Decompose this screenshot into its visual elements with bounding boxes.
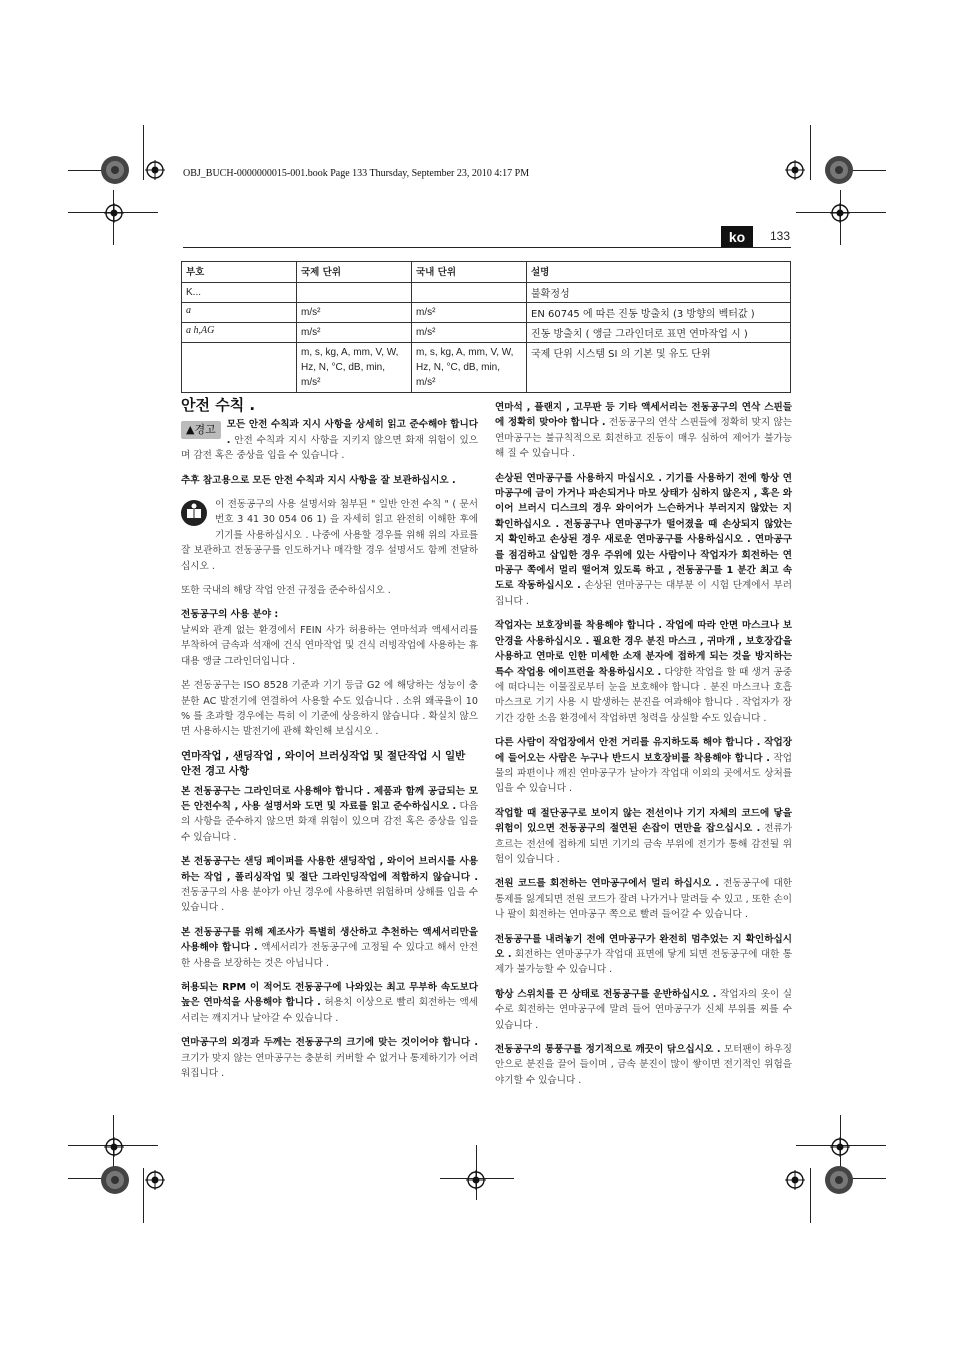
paragraph-text: 작업자의 옷이 실수로 회전하는 연마공구에 말려 들어 연마공구가 신체 부위를 찌를 수 있습니다 . xyxy=(495,988,792,1031)
paragraph-text: 다음의 사항을 준수하지 않으면 화재 위험이 있으며 감전 혹은 중상을 입을 수 있습니다 . xyxy=(181,800,478,843)
table-cell: 국제 단위 시스템 SI 의 기본 및 유도 단위 xyxy=(527,343,791,393)
paragraph-text: 전동공구에 대한 통제를 잃게되면 전원 코드가 잘려 나가거나 말려들 수 있고 , 또한 손이나 팔이 회전하는 연마공구 쪽으로 빨려 들어갈 수 있습니다 . xyxy=(495,878,792,921)
table-cell: 불확정성 xyxy=(527,283,791,303)
crop-mark xyxy=(810,1168,811,1223)
color-bar-starburst-icon xyxy=(100,1165,130,1195)
paragraph-text: 크기가 맞지 않는 연마공구는 충분히 커버할 수 없거나 통제하기가 어려워집니다 . xyxy=(181,1052,478,1080)
table-cell xyxy=(412,283,527,303)
table-cell: m/s² xyxy=(412,323,527,343)
color-bar-starburst-icon xyxy=(824,1165,854,1195)
paragraph xyxy=(495,876,792,922)
paragraph xyxy=(181,417,478,463)
language-badge: ko xyxy=(721,226,753,248)
paragraph-bold: 본 전동공구는 그라인더로 사용해야 합니다 . 제품과 함께 공급되는 모든 안전수칙 , 사용 설명서와 도면 및 자료를 읽고 준수하십시오 . xyxy=(181,785,478,812)
registration-mark-icon xyxy=(145,1170,165,1190)
paragraph-text: 안전 수칙과 지시 사항을 지키지 않으면 화재 위험이 있으며 감전 혹은 중상을 입을 수 있습니다 . xyxy=(181,434,478,462)
paragraph xyxy=(181,854,478,916)
crop-mark xyxy=(810,125,811,180)
registration-mark-icon xyxy=(104,203,124,223)
paragraph-text: 모터팬이 하우징 안으로 분진을 끌어 들이며 , 금속 분진이 많이 쌓이면 전기적인 위험을 야기할 수 있습니다 . xyxy=(495,1044,792,1086)
table-row xyxy=(182,283,791,303)
paragraph xyxy=(495,987,792,1033)
registration-mark-icon xyxy=(145,160,165,180)
table-cell: m/s² xyxy=(297,323,412,343)
registration-mark-icon xyxy=(830,1137,850,1157)
table-cell: m/s² xyxy=(297,303,412,323)
paragraph-bold: 작업할 때 절단공구로 보이지 않는 전선이나 기기 자체의 코드에 닿을 위험이 있으면 전동공구의 절연된 손잡이 면만을 잡으십시오 . xyxy=(495,807,792,835)
file-info: OBJ_BUCH-0000000015-001.book Page 133 Thursday, September 23, 2010 4:17 PM xyxy=(183,168,530,179)
page-number: 133 xyxy=(770,229,791,243)
paragraph xyxy=(495,618,792,726)
paragraph-bold: 연마석 , 플랜지 , 고무판 등 기타 액세서리는 전동공구의 연삭 스핀들에 정확히 맞아야 합니다 . xyxy=(495,402,792,429)
paragraph xyxy=(181,497,478,574)
subsection-title: 연마작업 , 샌딩작업 , 와이어 브러싱작업 및 절단작업 시 일반 안전 경고 사항 xyxy=(181,749,466,778)
paragraph-bold: 모든 안전 수칙과 지시 사항을 상세히 읽고 준수해야 합니다 . xyxy=(226,419,478,446)
table-cell xyxy=(182,343,297,393)
warning-badge: ▲경고 xyxy=(181,421,221,438)
table-header-row xyxy=(182,262,791,283)
registration-mark-icon xyxy=(785,1170,805,1190)
table-cell: m, s, kg, A, mm, V, W, Hz, N, °C, dB, min, m/s² xyxy=(297,343,412,393)
table-header-cell: 부호 xyxy=(182,262,297,283)
table-header-cell: 설명 xyxy=(527,262,791,283)
paragraph-bold: 연마공구의 외경과 두께는 전동공구의 크기에 맞는 것이어야 합니다 . xyxy=(181,1037,478,1049)
paragraph-bold: 전동공구를 내려놓기 전에 연마공구가 완전히 멈추었는 지 확인하십시오 . xyxy=(495,933,792,960)
paragraph: 본 전동공구는 ISO 8528 기준과 기기 등급 G2 에 해당하는 성능이 충분한 AC 발전기에 연결하여 사용할 수도 있습니다 . 소위 왜곡율이 10 % 를 초과할 경우에는 특히 이 기준에 상응하지 않습니다 . 확실치 않으면 사용하시는 발전기에 관해 확인해 보십시오 . xyxy=(181,680,478,738)
paragraph-text: 손상된 연마공구는 대부분 이 시험 단계에서 부러집니다 . xyxy=(495,580,792,607)
paragraph xyxy=(495,400,792,462)
paragraph xyxy=(181,473,478,488)
paragraph xyxy=(495,471,792,610)
paragraph-bold: 허용되는 RPM 이 적어도 전동공구에 나와있는 최고 무부하 속도보다 높은 연마석을 사용해야 합니다 . xyxy=(181,982,478,1009)
table-cell: EN 60745 에 따른 진동 방출치 (3 방향의 벡터값 ) xyxy=(527,303,791,323)
paragraph-bold: 전원 코드를 회전하는 연마공구에서 멀리 하십시오 . xyxy=(495,878,720,890)
paragraph: 또한 국내의 해당 작업 안전 규정을 준수하십시오 . xyxy=(181,585,391,597)
table-header-cell: 국내 단위 xyxy=(412,262,527,283)
warning-label: 경고 xyxy=(194,423,216,437)
paragraph-text: 작업물의 파편이나 깨진 연마공구가 날아가 작업대 이외의 곳에서도 상처를 입을 수 있습니다 . xyxy=(495,752,792,795)
paragraph xyxy=(181,925,478,971)
paragraph-text: 다양한 작업을 할 때 생겨 공중에 떠다니는 이물질로부터 눈을 보호해야 합니다 . 분진 마스크나 호흡 마스크로 기기 사용 시 발생하는 분진을 여과해야 합니다 . 작업자가 장기간 강한 소음 환경에서 작업하면 청력을 상실할 수도 있습니다 . xyxy=(495,666,792,724)
color-bar-starburst-icon xyxy=(100,155,130,185)
paragraph-bold: 전동공구의 통풍구를 정기적으로 깨끗이 닦으십시오 . xyxy=(495,1044,721,1056)
left-column xyxy=(181,398,478,1090)
right-column xyxy=(495,400,792,1097)
paragraph-text: 전동공구의 연삭 스핀들에 정확히 맞지 않는 연마공구는 불규칙적으로 회전하고 진동이 매우 심하여 제어가 불가능해 질 수 있습니다 . xyxy=(495,417,792,460)
paragraph xyxy=(181,784,478,846)
section-title: 안전 수칙 . xyxy=(181,396,256,414)
paragraph xyxy=(495,932,792,978)
paragraph xyxy=(181,980,478,1026)
paragraph-text: 이 전동공구의 사용 설명서와 첨부된 " 일반 안전 수칙 " ( 문서 번호 3 41 30 054 06 1) 을 자세히 읽고 완전히 이해한 후에 기기를 사용하십시오 . 나중에 사용할 경우를 위해 위의 자료를 잘 보관하고 전동공구를 인도하거나 매각할 경우 설명서도 함께 전달하십시오 . xyxy=(181,499,478,572)
table-row xyxy=(182,303,791,323)
registration-mark-icon xyxy=(830,203,850,223)
paragraph-bold: 추후 참고용으로 모든 안전 수칙과 지시 사항을 잘 보관하십시오 . xyxy=(181,474,456,486)
symbol-table xyxy=(181,261,791,393)
table-cell: 진동 방출치 ( 앵글 그라인더로 표면 연마작업 시 ) xyxy=(527,323,791,343)
table-header-cell: 국제 단위 xyxy=(297,262,412,283)
paragraph: 날씨와 관계 없는 환경에서 FEIN 사가 허용하는 연마석과 액세서리를 부착하여 금속과 석재에 건식 연마작업 및 건식 러빙작업에 사용하는 휴대용 앵글 그라인더입니다 . xyxy=(181,624,478,667)
header-rule xyxy=(183,247,791,248)
paragraph-bold: 본 전동공구를 위해 제조사가 특별히 생산하고 추천하는 액세서리만을 사용해야 합니다 . xyxy=(181,926,478,954)
crop-mark xyxy=(143,125,144,180)
paragraph-bold: 손상된 연마공구를 사용하지 마십시오 . 기기를 사용하기 전에 항상 연마공구에 금이 가거나 파손되거나 마모 상태가 심하지 않은지 , 혹은 와이어 브러시 디스크의 경우 와이어가 느슨하거나 부러지지 않았는 지 확인하십시오 . 전동공구나 연마공구가 떨어졌을 때 손상되지 않았는 지 확인하고 손상된 경우 새로운 연마공구를 사용하십시오 . 연마공구를 점검하고 삽입한 경우 주위에 있는 사람이나 작업자가 회전하는 연마공구 쪽에서 멀리 떨어져 있도록 하고 , 전동공구를 1 분간 최고 속도로 작동하십시오 . xyxy=(495,472,792,592)
table-cell: m, s, kg, A, mm, V, W, Hz, N, °C, dB, min, m/s² xyxy=(412,343,527,393)
color-bar-starburst-icon xyxy=(824,155,854,185)
registration-mark-icon xyxy=(785,160,805,180)
paragraph-text: 회전하는 연마공구가 작업대 표면에 닿게 되면 전동공구에 대한 통제가 불가능할 수 있습니다 . xyxy=(495,949,792,976)
paragraph xyxy=(495,1042,792,1088)
paragraph-bold: 작업자는 보호장비를 착용해야 합니다 . 작업에 따라 안면 마스크나 보안경을 사용하십시오 . 필요한 경우 분진 마스크 , 귀마개 , 보호장갑을 사용하고 연마로 인한 미세한 소재 분자에 접하게 되는 것을 방지하는 특수 작업용 에이프런을 착용하십시오 . xyxy=(495,620,792,678)
paragraph-text: 전동공구의 사용 분야가 아닌 경우에 사용하면 위험하며 상해를 입을 수 있습니다 . xyxy=(181,886,478,914)
paragraph xyxy=(495,735,792,797)
paragraph-text: 전류가 흐르는 전선에 접하게 되면 기기의 금속 부위에 전기가 통해 감전될 위험이 있습니다 . xyxy=(495,823,792,865)
table-cell: m/s² xyxy=(412,303,527,323)
paragraph xyxy=(181,1035,478,1081)
registration-mark-icon xyxy=(104,1137,124,1157)
table-cell: a h,AG xyxy=(182,323,297,343)
subsection-title: 전동공구의 사용 분야 : xyxy=(181,609,279,621)
read-manual-icon xyxy=(181,500,207,526)
paragraph-bold: 다른 사람이 작업장에서 안전 거리를 유지하도록 해야 합니다 . 작업장에 들어오는 사람은 누구나 반드시 보호장비를 착용해야 합니다 . xyxy=(495,737,792,764)
paragraph-text: 액세서리가 전동공구에 고정될 수 있다고 해서 안전한 사용을 보장하는 것은 아닙니다 . xyxy=(181,942,478,969)
paragraph xyxy=(495,806,792,868)
paragraph-text: 허용치 이상으로 빨리 회전하는 액세서리는 깨지거나 날아갈 수 있습니다 . xyxy=(181,997,479,1024)
crop-mark xyxy=(143,1168,144,1223)
table-cell: a xyxy=(182,303,297,323)
registration-mark-icon xyxy=(466,1170,486,1190)
table-row xyxy=(182,323,791,343)
table-cell xyxy=(297,283,412,303)
paragraph-bold: 본 전동공구는 샌딩 페이퍼를 사용한 샌딩작업 , 와이어 브러시를 사용하는 작업 , 폴리싱작업 및 절단 그라인딩작업에 적합하지 않습니다 . xyxy=(181,856,478,883)
paragraph-bold: 항상 스위치를 끈 상태로 전동공구를 운반하십시오 . xyxy=(495,988,717,1000)
table-row xyxy=(182,343,791,393)
table-cell: K... xyxy=(182,283,297,303)
